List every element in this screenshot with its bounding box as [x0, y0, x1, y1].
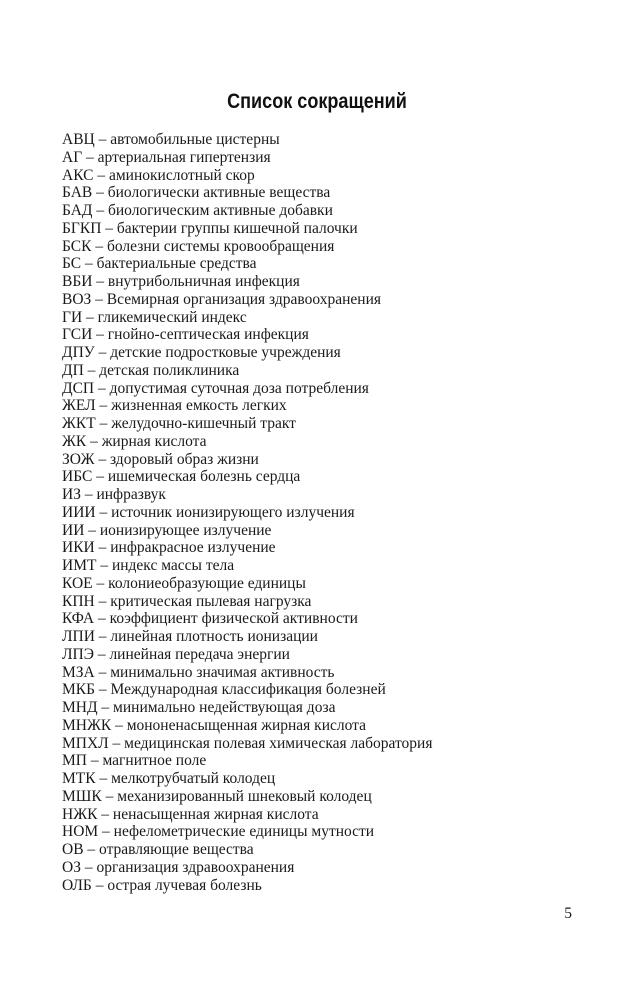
abbreviation-entry: АВЦ – автомобильные цистерны	[62, 131, 280, 148]
abbreviation-entry: БАД – биологическим активные добавки	[62, 202, 333, 219]
abbreviation-entry: АКС – аминокислотный скор	[62, 166, 255, 184]
abbreviation-entry: ДСП – допустимая суточная доза потребления	[62, 379, 369, 397]
abbreviation-entry: КФА – коэффициент физической активности	[62, 610, 358, 628]
abbreviation-entry: КОЕ – колониеобразующие единицы	[62, 574, 306, 592]
page-number: 5	[564, 905, 572, 922]
abbreviation-entry: МШК – механизированный шнековый колодец	[62, 787, 372, 805]
abbreviation-entry: НОМ – нефелометрические единицы мутности	[62, 823, 375, 841]
abbreviation-entry: КПН – критическая пылевая нагрузка	[62, 592, 312, 610]
abbreviation-entry: ЛПЭ – линейная передача энергии	[62, 645, 290, 663]
abbreviation-entry: ИКИ – инфракрасное излучение	[62, 539, 276, 557]
abbreviation-entry: ДПУ – детские подростковые учреждения	[62, 344, 341, 361]
abbreviation-entry: БС – бактериальные средства	[62, 255, 257, 273]
abbreviation-entry: ЗОЖ – здоровый образ жизни	[62, 450, 259, 468]
abbreviation-entry: МНЖК – мононенасыщенная жирная кислота	[62, 716, 366, 734]
abbreviation-entry: МП – магнитное поле	[62, 752, 207, 770]
abbreviation-entry: ЖЕЛ – жизненная емкость легких	[62, 397, 287, 415]
abbreviation-entry: МПХЛ – медицинская полевая химическая лаборатория	[62, 734, 433, 752]
abbreviation-entry: ВОЗ – Всемирная организация здравоохранения	[62, 290, 381, 308]
abbreviation-entry: ГИ – гликемический индекс	[62, 308, 247, 326]
page-title: Список сокращений	[227, 90, 407, 113]
abbreviation-entry: МТК – мелкотрубчатый колодец	[62, 770, 276, 787]
abbreviation-entry: МНД – минимально недействующая доза	[62, 699, 336, 716]
abbreviation-entry: НЖК – ненасыщенная жирная кислота	[62, 805, 319, 823]
abbreviation-entry: БГКП – бактерии группы кишечной палочки	[62, 219, 358, 237]
abbreviation-entry: МКБ – Международная классификация болезней	[62, 681, 386, 699]
abbreviation-entry: БАВ – биологически активные вещества	[62, 184, 331, 202]
abbreviation-entry: БСК – болезни системы кровообращения	[62, 237, 335, 255]
abbreviation-list	[62, 131, 582, 894]
abbreviation-entry: ИИИ – источник ионизирующего излучения	[62, 503, 355, 521]
abbreviation-entry: ИМТ – индекс массы тела	[62, 557, 235, 574]
abbreviation-entry: ИБС – ишемическая болезнь сердца	[62, 468, 301, 486]
abbreviation-entry: ИЗ – инфразвук	[62, 486, 166, 503]
abbreviation-entry: ИИ – ионизирующее излучение	[62, 521, 272, 539]
abbreviation-entry: ВБИ – внутрибольничная инфекция	[62, 273, 300, 290]
abbreviation-entry: ГСИ – гнойно-септическая инфекция	[62, 326, 309, 344]
abbreviation-entry: ЖК – жирная кислота	[62, 432, 207, 450]
abbreviation-entry: ОЗ – организация здравоохранения	[62, 858, 295, 876]
abbreviation-entry: ЛПИ – линейная плотность ионизации	[62, 628, 318, 645]
abbreviation-entry: МЗА – минимально значимая активность	[62, 663, 335, 681]
abbreviation-entry: ОВ – отравляющие вещества	[62, 841, 254, 858]
abbreviation-entry: ОЛБ – острая лучевая болезнь	[62, 876, 262, 894]
abbreviation-entry: ЖКТ – желудочно-кишечный тракт	[62, 415, 296, 432]
abbreviation-entry: ДП – детская поликлиника	[62, 361, 240, 379]
abbreviation-entry: АГ – артериальная гипертензия	[62, 148, 271, 166]
